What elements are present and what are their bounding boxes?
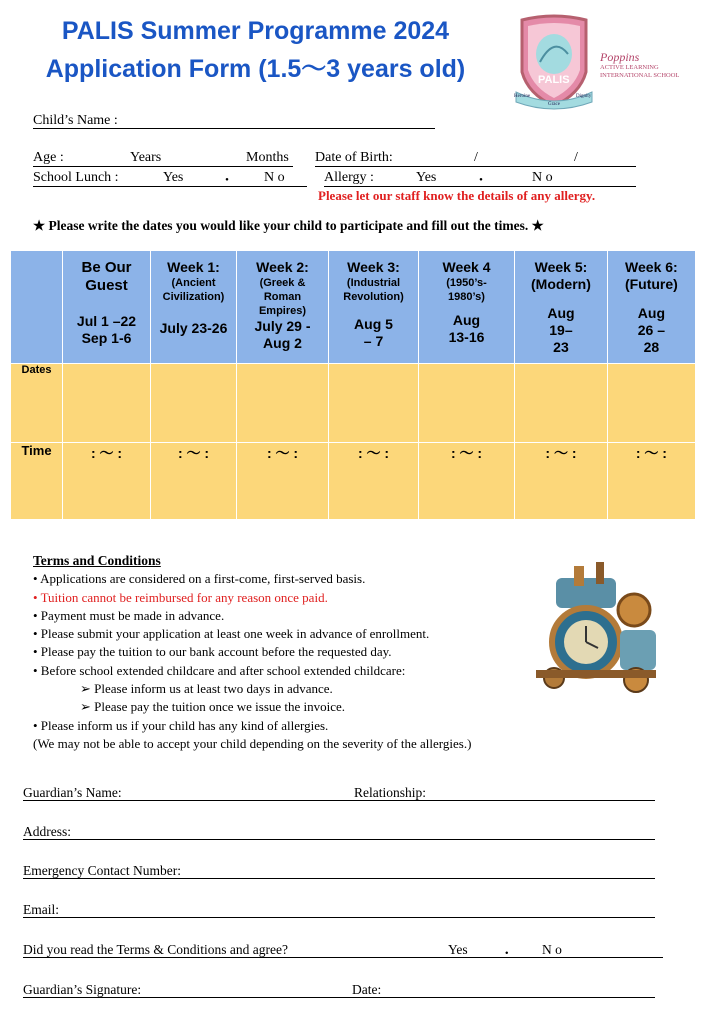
terms-item: (We may not be able to accept your child depending on the severity of the allergies.) xyxy=(33,735,472,751)
col-title: Week 5: (Modern) xyxy=(531,259,591,292)
time-cell[interactable]: : ～ : xyxy=(607,443,695,520)
form-title-line2: Application Form (1.5～3 years old) xyxy=(45,55,466,83)
col-title: Week 4 xyxy=(442,259,491,275)
col-week-4 xyxy=(419,251,515,364)
agree-no[interactable]: N o xyxy=(542,942,562,957)
terms-item: • Payment must be made in advance. xyxy=(33,607,225,623)
form-title-line1: PALIS Summer Programme 2024 xyxy=(61,17,450,45)
col-week-5 xyxy=(515,251,608,364)
dates-cell[interactable] xyxy=(607,364,695,443)
col-subtitle: (Greek & Roman Empires) xyxy=(258,277,307,317)
years-label: Years xyxy=(130,150,162,165)
time-cell[interactable]: : ～ : xyxy=(419,443,515,520)
school-lunch-line xyxy=(33,186,307,187)
crest-ribbon-right: Dignity xyxy=(576,94,592,99)
dates-row-label: Dates xyxy=(11,364,63,443)
poppins-logo-line2: INTERNATIONAL SCHOOL xyxy=(600,72,680,79)
school-lunch-no[interactable]: N o xyxy=(264,170,285,185)
instruction-text: ★ Please write the dates you would like your child to participate and fill out the times. ★ xyxy=(33,218,544,233)
terms-heading: Terms and Conditions xyxy=(33,553,161,568)
col-title: Be Our Guest xyxy=(81,259,132,294)
col-subtitle: (Industrial Revolution) xyxy=(343,277,404,303)
dates-row xyxy=(11,364,696,443)
terms-item: • Applications are considered on a first-come, first-served basis. xyxy=(33,571,366,587)
terms-item: • Please pay the tuition to our bank account before the requested day. xyxy=(33,644,392,660)
agree-dot: ・ xyxy=(500,946,514,961)
age-label: Age : xyxy=(33,150,64,165)
col-dates: Aug 26 – 28 xyxy=(637,305,666,355)
header-corner-cell xyxy=(11,251,63,364)
school-lunch-label: School Lunch : xyxy=(33,170,119,185)
terms-item: • Please submit your application at least one week in advance of enrollment. xyxy=(33,626,430,642)
col-dates: Aug 5 – 7 xyxy=(354,316,393,349)
col-title: Week 6: (Future) xyxy=(624,259,678,292)
poppins-logo xyxy=(600,50,700,80)
dates-cell[interactable] xyxy=(419,364,515,443)
col-subtitle: (Ancient Civilization) xyxy=(162,277,225,303)
time-row xyxy=(11,443,696,520)
time-cell[interactable]: : ～ : xyxy=(515,443,608,520)
address-line[interactable] xyxy=(23,839,655,840)
date-label: Date: xyxy=(352,982,382,997)
col-dates: Jul 1 –22 Sep 1-6 xyxy=(76,313,137,346)
col-week-2 xyxy=(237,251,329,364)
terms-item: • Before school extended childcare and after school extended childcare: xyxy=(33,662,406,678)
months-label: Months xyxy=(246,150,289,165)
allergy-note: Please let our staff know the details of any allergy. xyxy=(318,188,596,203)
time-cell[interactable]: : ～ : xyxy=(63,443,151,520)
crest-ribbon-mid: Grace xyxy=(548,102,560,107)
guardian-name-label: Guardian’s Name: xyxy=(23,785,122,800)
dob-line[interactable] xyxy=(315,166,636,167)
agree-label: Did you read the Terms & Conditions and agree? xyxy=(23,942,288,957)
col-be-our-guest xyxy=(63,251,151,364)
allergy-dot: ・ xyxy=(474,174,488,189)
terms-item-highlight: • Tuition cannot be reimbursed for any reason once paid. xyxy=(33,589,328,605)
steampunk-machine-illustration xyxy=(526,560,666,700)
allergy-yes[interactable]: Yes xyxy=(416,170,437,185)
col-dates: Aug 19– 23 xyxy=(547,305,575,355)
col-title: Week 2: xyxy=(256,259,309,275)
terms-section xyxy=(33,552,471,753)
col-week-1 xyxy=(151,251,237,364)
emergency-contact-line[interactable] xyxy=(23,878,655,879)
col-title: Week 1: xyxy=(167,259,220,275)
guardian-signature-line[interactable] xyxy=(23,997,655,998)
time-cell[interactable]: : ～ : xyxy=(237,443,329,520)
poppins-logo-name: Poppins xyxy=(600,50,640,64)
emergency-contact-label: Emergency Contact Number: xyxy=(23,863,181,878)
schedule-table xyxy=(10,250,696,520)
schedule-header-row xyxy=(11,251,696,364)
dates-cell[interactable] xyxy=(329,364,419,443)
email-label: Email: xyxy=(23,902,59,917)
dob-slash-2: / xyxy=(574,150,578,165)
age-line[interactable] xyxy=(33,166,293,167)
email-line[interactable] xyxy=(23,917,655,918)
time-cell[interactable]: : ～ : xyxy=(151,443,237,520)
address-label: Address: xyxy=(23,824,71,839)
col-title: Week 3: xyxy=(347,259,400,275)
relationship-label: Relationship: xyxy=(354,785,426,800)
col-week-6 xyxy=(607,251,695,364)
child-name-label: Child’s Name : xyxy=(33,113,118,128)
crest-text: PALIS xyxy=(538,74,570,86)
dob-slash-1: / xyxy=(474,150,478,165)
terms-subitem: ➢ Please inform us at least two days in advance. xyxy=(80,681,333,697)
time-cell[interactable]: : ～ : xyxy=(329,443,419,520)
school-lunch-dot: ・ xyxy=(220,174,234,189)
col-dates: July 23-26 xyxy=(159,320,228,336)
agree-line xyxy=(23,957,663,958)
terms-item: • Please inform us if your child has any kind of allergies. xyxy=(33,717,329,733)
dates-cell[interactable] xyxy=(515,364,608,443)
dates-cell[interactable] xyxy=(237,364,329,443)
dob-label: Date of Birth: xyxy=(315,150,393,165)
time-row-label: Time xyxy=(11,443,63,520)
crest-ribbon-left: Heroine xyxy=(514,94,531,99)
dates-cell[interactable] xyxy=(63,364,151,443)
guardian-signature-label: Guardian’s Signature: xyxy=(23,982,142,997)
school-lunch-yes[interactable]: Yes xyxy=(163,170,184,185)
agree-yes[interactable]: Yes xyxy=(448,942,468,957)
col-subtitle: (1950’s-1980’s) xyxy=(446,277,487,303)
guardian-name-line[interactable] xyxy=(23,800,655,801)
dates-cell[interactable] xyxy=(151,364,237,443)
allergy-no[interactable]: N o xyxy=(532,170,553,185)
col-dates: July 29 - Aug 2 xyxy=(254,318,311,351)
poppins-logo-line1: ACTIVE LEARNING xyxy=(600,64,659,71)
allergy-label: Allergy : xyxy=(324,170,374,185)
allergy-line xyxy=(324,186,636,187)
terms-subitem: ➢ Please pay the tuition once we issue the invoice. xyxy=(80,699,346,715)
school-crest-logo xyxy=(508,14,600,112)
col-dates: Aug 13-16 xyxy=(448,312,485,345)
col-week-3 xyxy=(329,251,419,364)
child-name-line[interactable] xyxy=(33,128,435,129)
